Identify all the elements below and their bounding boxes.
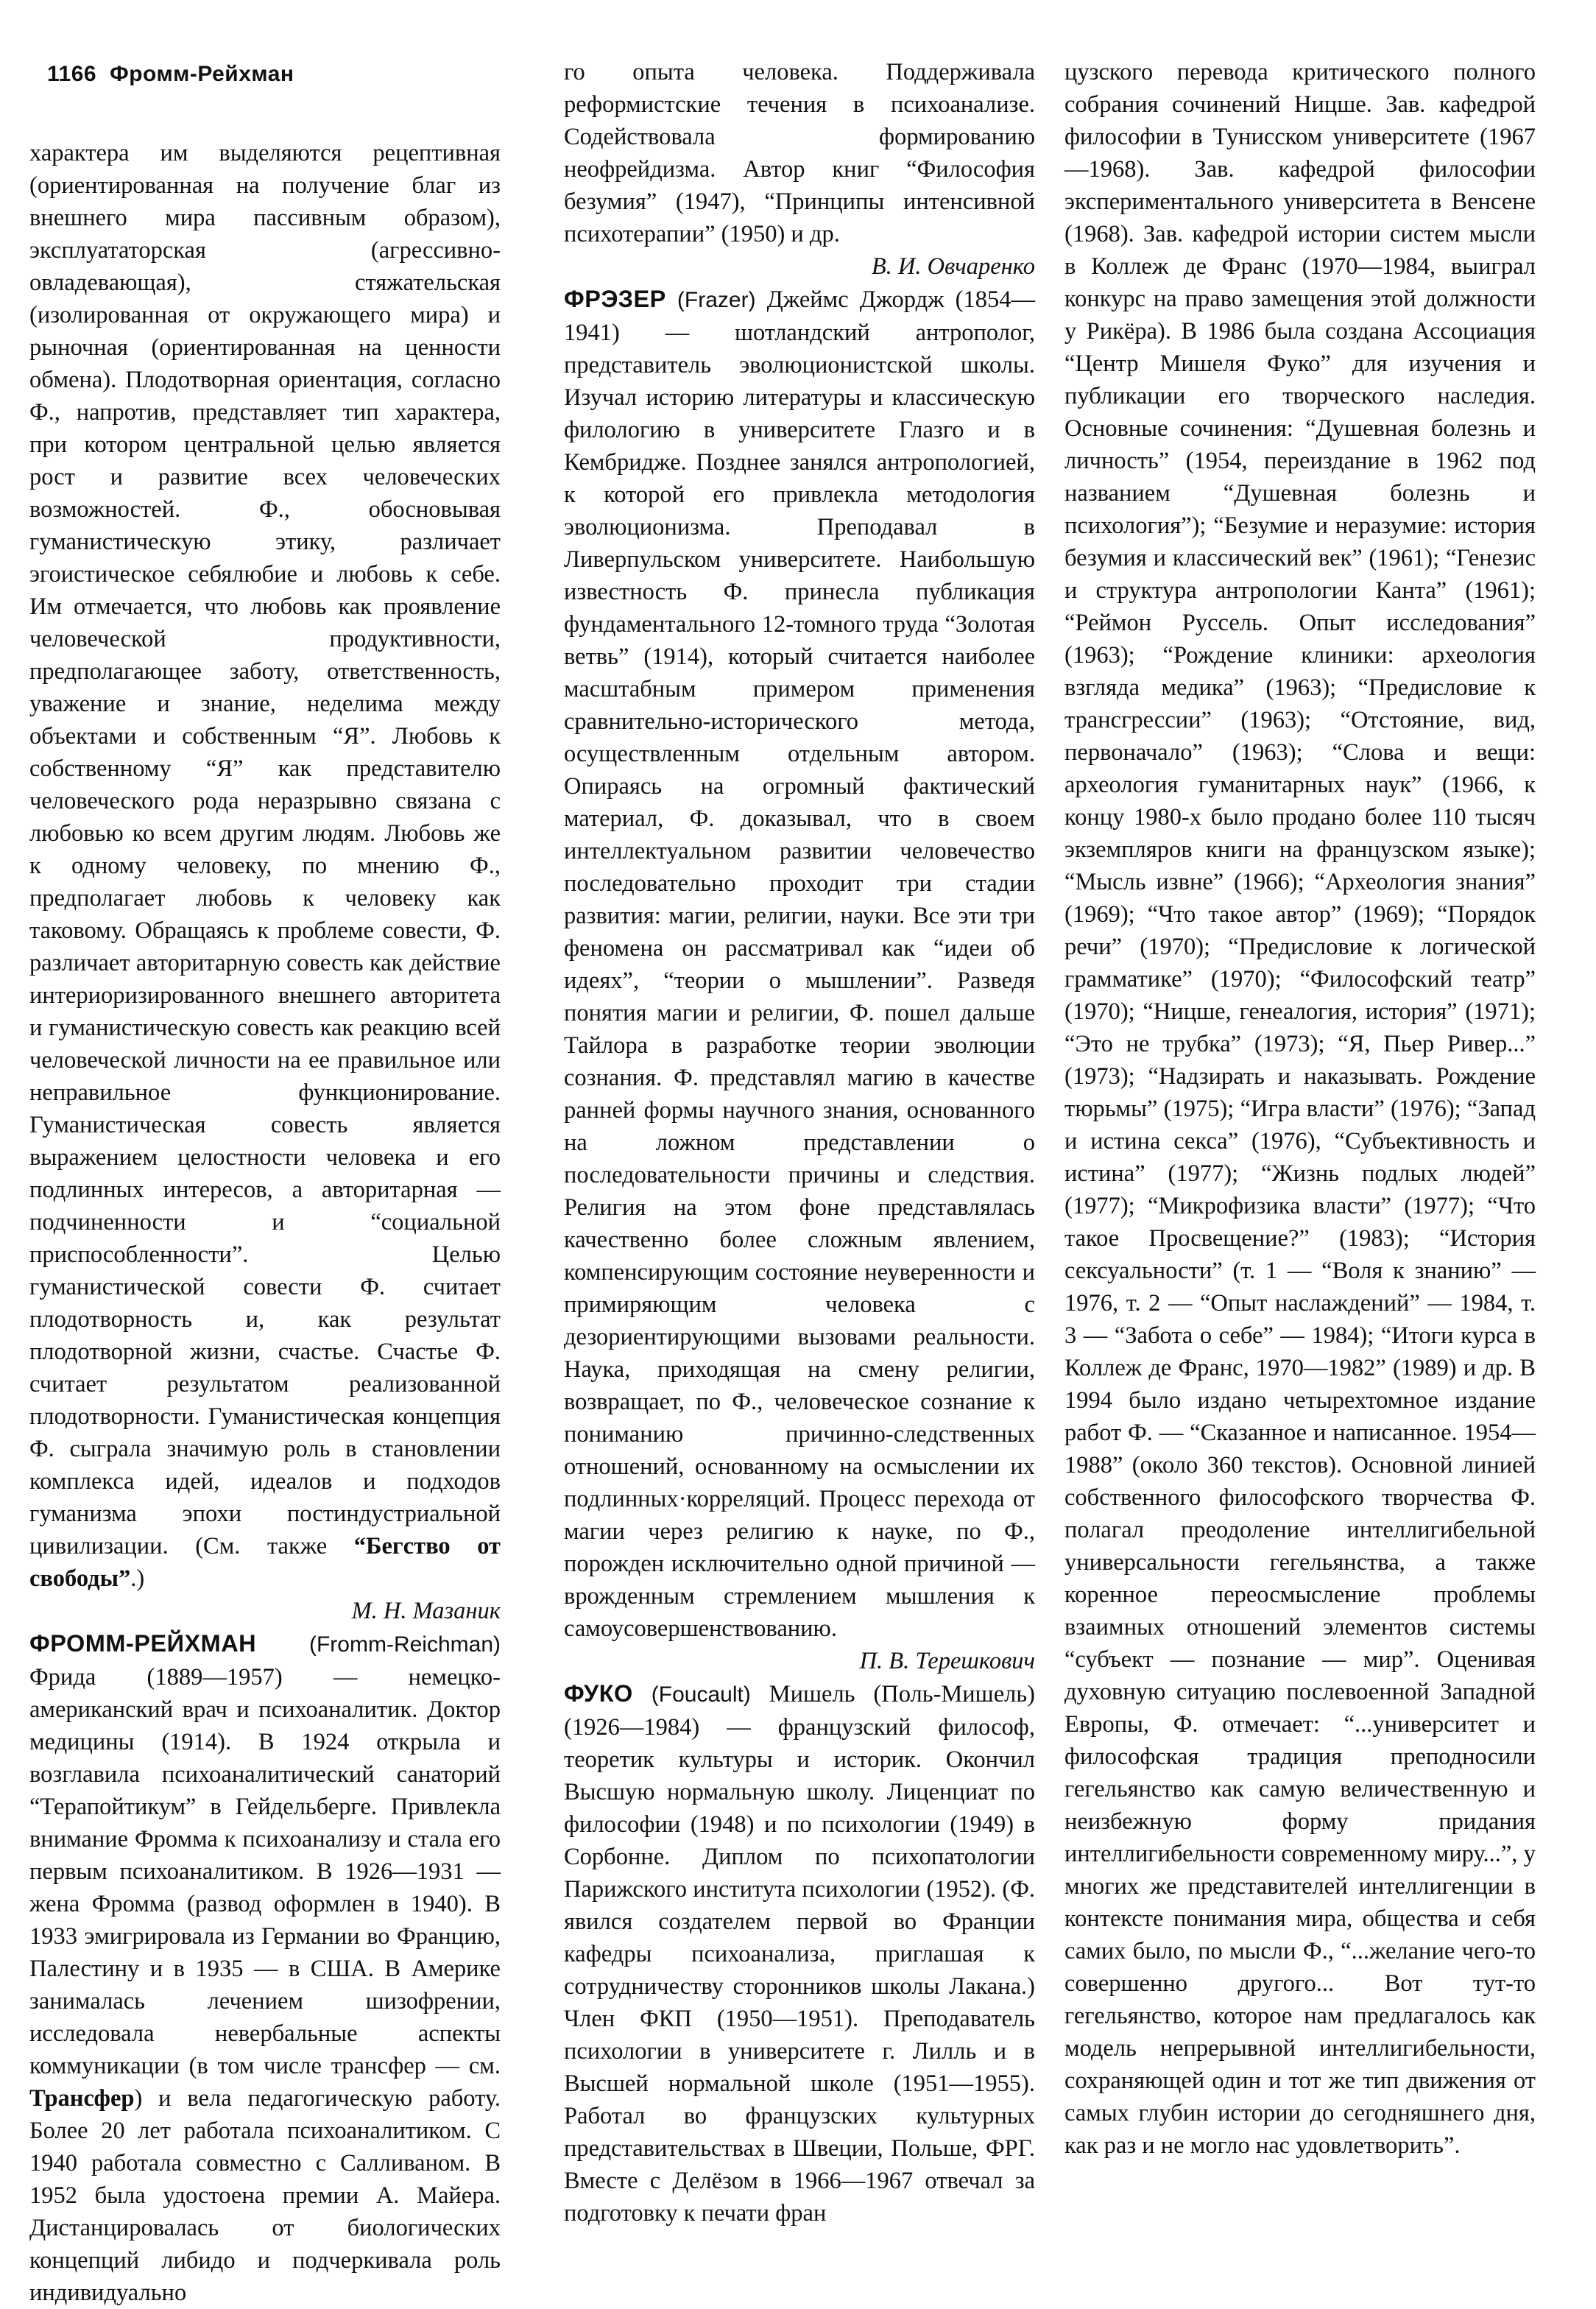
author-signature: М. Н. Мазаник xyxy=(351,1598,501,1624)
entry-foucault xyxy=(564,1677,1035,2229)
entry-continuation-foucault: цузского перевода критического полного собрания сочинений Ницше. Зав. кафедрой философии в Тунисском университете (1967—1968). Зав. кафедрой философии экспериментального университета в Венсене (1968). Зав. кафедрой истории систем мысли в Коллеж де Франс (1970—1984, выиграл конкурс на право замещения этой должности у Рикёра). В 1986 была создана Ассоциация “Центр Мишеля Фуко” для изучения и публикации его творческого наследия. Основные сочинения: “Душевная болезнь и личность” (1954, переиздание в 1962 под названием “Душевная болезнь и психология”); “Безумие и неразумие: история безумия и классический век” (1961); “Генезис и структура антропологии Канта” (1961); “Реймон Руссель. Опыт исследования” (1963); “Рождение клиники: археология взгляда медика” (1963); “Предисловие к трансгрессии” (1963); “Отстояние, вид, первоначало” (1963); “Слова и вещи: археология гуманитарных наук” (1966, к концу 1980-х было продано более 110 тысяч экземпляров книги на французском языке); “Мысль извне” (1966); “Археология знания” (1969); “Что такое автор” (1969); “Порядок речи” (1970); “Предисловие к логической грамматике” (1970); “Философский театр” (1970); “Ницше, генеалогия, история” (1971); “Это не трубка” (1973); “Я, Пьер Ривер...” (1973); “Надзирать и наказывать. Рождение тюрьмы” (1975); “Игра власти” (1976); “Запад и истина секса” (1976), “Субъективность и истина” (1977); “Жизнь подлых людей” (1977); “Микрофизика власти” (1977); “Что такое Просвещение?” (1983); “История сексуальности” (т. 1 — “Воля к знанию” — 1976, т. 2 — “Опыт наслаждений” — 1984, т. 3 — “Забота о себе” — 1984); “Итоги курса в Коллеж де Франс, 1970—1982” (1989) и др. В 1994 было издано четырехтомное издание работ Ф. — “Сказанное и написанное. 1954—1988” (около 360 текстов). Основной линией собственного философского творчества Ф. полагал преодоление интеллигибельной универсальности гегельянства, а также коренное переосмысление проблемы взаимных отношений элементов системы “субъект — познание — мир”. Оценивая духовную ситуацию послевоенной Западной Европы, Ф. отмечает: “...университет и философская традиция преподносили гегельянство как самую величественную и неизбежную форму придания интеллигибельности современному миру...”, у многих же представителей интеллигенции в контексте понимания мира, общества и себя самих было, по мысли Ф., “...желание чего-то совершенно другого... Вот тут-то гегельянство, которое нам предлагалось как модель непрерывной интеллигибельности, сохраняющей один и тот же тип движения от самых глубин истории до сегодняшнего дня, как раз и не могло нас удовлетворить”. xyxy=(1064,59,1536,2159)
xref-escape-from-freedom[interactable]: “Бегство от свободы” xyxy=(29,1533,501,1592)
page-number: 1166 xyxy=(47,62,97,86)
fromm-text-end: .) xyxy=(130,1565,145,1592)
author-signature: П. В. Терешкович xyxy=(859,1648,1035,1674)
entry-continuation-fromm xyxy=(29,137,501,1595)
running-title: Фромм-Рейхман xyxy=(110,62,294,86)
fromm-text: характера им выделяются рецептивная (ориентированная на получение благ из внешнего мира пассивным образом), эксплуататорская (агрессивно-овладевающая), стяжательская (изолированная от окружающего мира) и рыночная (ориентированная на ценности обмена). Плодотворная ориентация, согласно Ф., напротив, представляет тип характера, при котором центральной целью является рост и развитие всех человеческих возможностей. Ф., обосновывая гуманистическую этику, различает эгоистическое себялюбие и любовь к себе. Им отмечается, что любовь как проявление человеческой продуктивности, предполагающее заботу, ответственность, уважение и знание, неделима между объектами и собственным “Я”. Любовь к собственному “Я” как представителю человеческого рода неразрывно связана с любовью ко всем другим людям. Любовь же к одному человеку, по мнению Ф., предполагает любовь к человеку как таковому. Обращаясь к проблеме совести, Ф. различает авторитарную совесть как действие интериоризированного внешнего авторитета и гуманистическую совесть как реакцию всей человеческой личности на ее правильное или неправильное функционирование. Гуманистическая совесть является выражением целостности человека и его подлинных интересов, а авторитарная — подчиненности и “социальной приспособленности”. Целью гуманистической совести Ф. считает плодотворность и, как результат плодотворной жизни, счастье. Счастье Ф. считает результатом реализованной плодотворности. Гуманистическая концепция Ф. сыграла значимую роль в становлении комплекса идей, идеалов и подходов гуманизма эпохи постиндустриальной цивилизации. (См. также xyxy=(29,140,501,1559)
headword: ФУКО xyxy=(564,1680,633,1707)
entry-fromm-reichman xyxy=(29,1627,501,2309)
entry-text-cont: ) и вела педагогическую работу. Более 20 лет работала психоаналитиком. С 1940 работала совместно с Салливаном. В 1952 была удостоена премии А. Майера. Дистанцировалась от биологических концепций либидо и подчеркивала роль индивидуально xyxy=(29,2085,501,2306)
column-1 xyxy=(29,137,501,2309)
running-head xyxy=(47,62,294,87)
author-signature: В. И. Овчаренко xyxy=(871,253,1035,280)
entry-frazer xyxy=(564,283,1035,1645)
entry-text: Фрида (1889—1957) — немецко-американский врач и психоаналитик. Доктор медицины (1914). В 1924 открыла и возглавила психоаналитический санаторий “Терапойтикум” в Гейдельберге. Привлекла внимание Фромма к психоанализу и стала его первым психоаналитиком. В 1926—1931 — жена Фромма (развод оформлен в 1940). В 1933 эмигрировала из Германии во Францию, Палестину и в 1935 — в США. В Америке занималась лечением шизофрении, исследовала невербальные аспекты коммуникации (в том числе трансфер — см. xyxy=(29,1664,501,2079)
headword: ФРОММ-РЕЙХМАН xyxy=(29,1630,257,1657)
entry-text: Джеймс Джордж (1854—1941) — шотландский антрополог, представитель эволюционистской школы. Изучал историю литературы и классическую филологию в университете Глазго и в Кембридже. Позднее занялся антропологией, к которой его привлекла методология эволюционизма. Преподавал в Ливерпульском университете. Наибольшую известность Ф. принесла публикация фундаментального 12-томного труда “Золотая ветвь” (1914), который считается наиболее масштабным примером применения сравнительно-исторического метода, осуществленным отдельным автором. Опираясь на огромный фактический материал, Ф. доказывал, что в своем интеллектуальном развитии человечество последовательно проходит три стадии развития: магии, религии, науки. Все эти три феномена он рассматривал как “идеи об идеях”, “теории о мышлении”. Разведя понятия магии и религии, Ф. пошел дальше Тайлора в разработке теории эволюции сознания. Ф. представлял магию в качестве ранней формы научного знания, основанного на ложном представлении о последовательности причины и следствия. Религия на этом фоне представлялась качественно более сложным явлением, компенсирующим состояние неуверенности и примиряющим человека с дезориентирующими вызовами реальности. Наука, приходящая на смену религии, возвращает, по Ф., человеческое сознание к пониманию причинно-следственных отношений, основанному на осмыслении их подлинных·корреляций. Процесс перехода от магии через религию к науке, по Ф., порожден исключительно одной причиной — врожденным стремлением мышления к самоусовершенствованию. xyxy=(564,286,1035,1642)
latin-name: (Fromm-Reichman) xyxy=(308,1632,501,1657)
column-3 xyxy=(1064,56,1536,2162)
latin-name: (Frazer) xyxy=(677,288,756,312)
column-2 xyxy=(564,56,1035,2229)
xref-transfer[interactable]: Трансфер xyxy=(29,2085,135,2112)
entry-continuation-fromm-reichman: го опыта человека. Поддерживала реформистские течения в психоанализе. Содействовала формированию неофрейдизма. Автор книг “Философия безумия” (1947), “Принципы интенсивной психотерапии” (1950) и др. xyxy=(564,59,1035,247)
latin-name: (Foucault) xyxy=(651,1682,751,1707)
headword: ФРЭЗЕР xyxy=(564,286,666,312)
entry-text: Мишель (Поль-Мишель) (1926—1984) — французский философ, теоретик культуры и историк. Окончил Высшую нормальную школу. Лиценциат по философии (1948) и по психологии (1949) в Сорбонне. Диплом по психопатологии Парижского института психологии (1952). (Ф. явился создателем первой во Франции кафедры психоанализа, приглашая к сотрудничеству сторонников школы Лакана.) Член ФКП (1950—1951). Преподаватель психологии в университете г. Лилль и в Высшей нормальной школе (1951—1955). Работал во французских культурных представительствах в Швеции, Польше, ФРГ. Вместе с Делёзом в 1966—1967 отвечал за подготовку к печати фран xyxy=(564,1681,1035,2227)
